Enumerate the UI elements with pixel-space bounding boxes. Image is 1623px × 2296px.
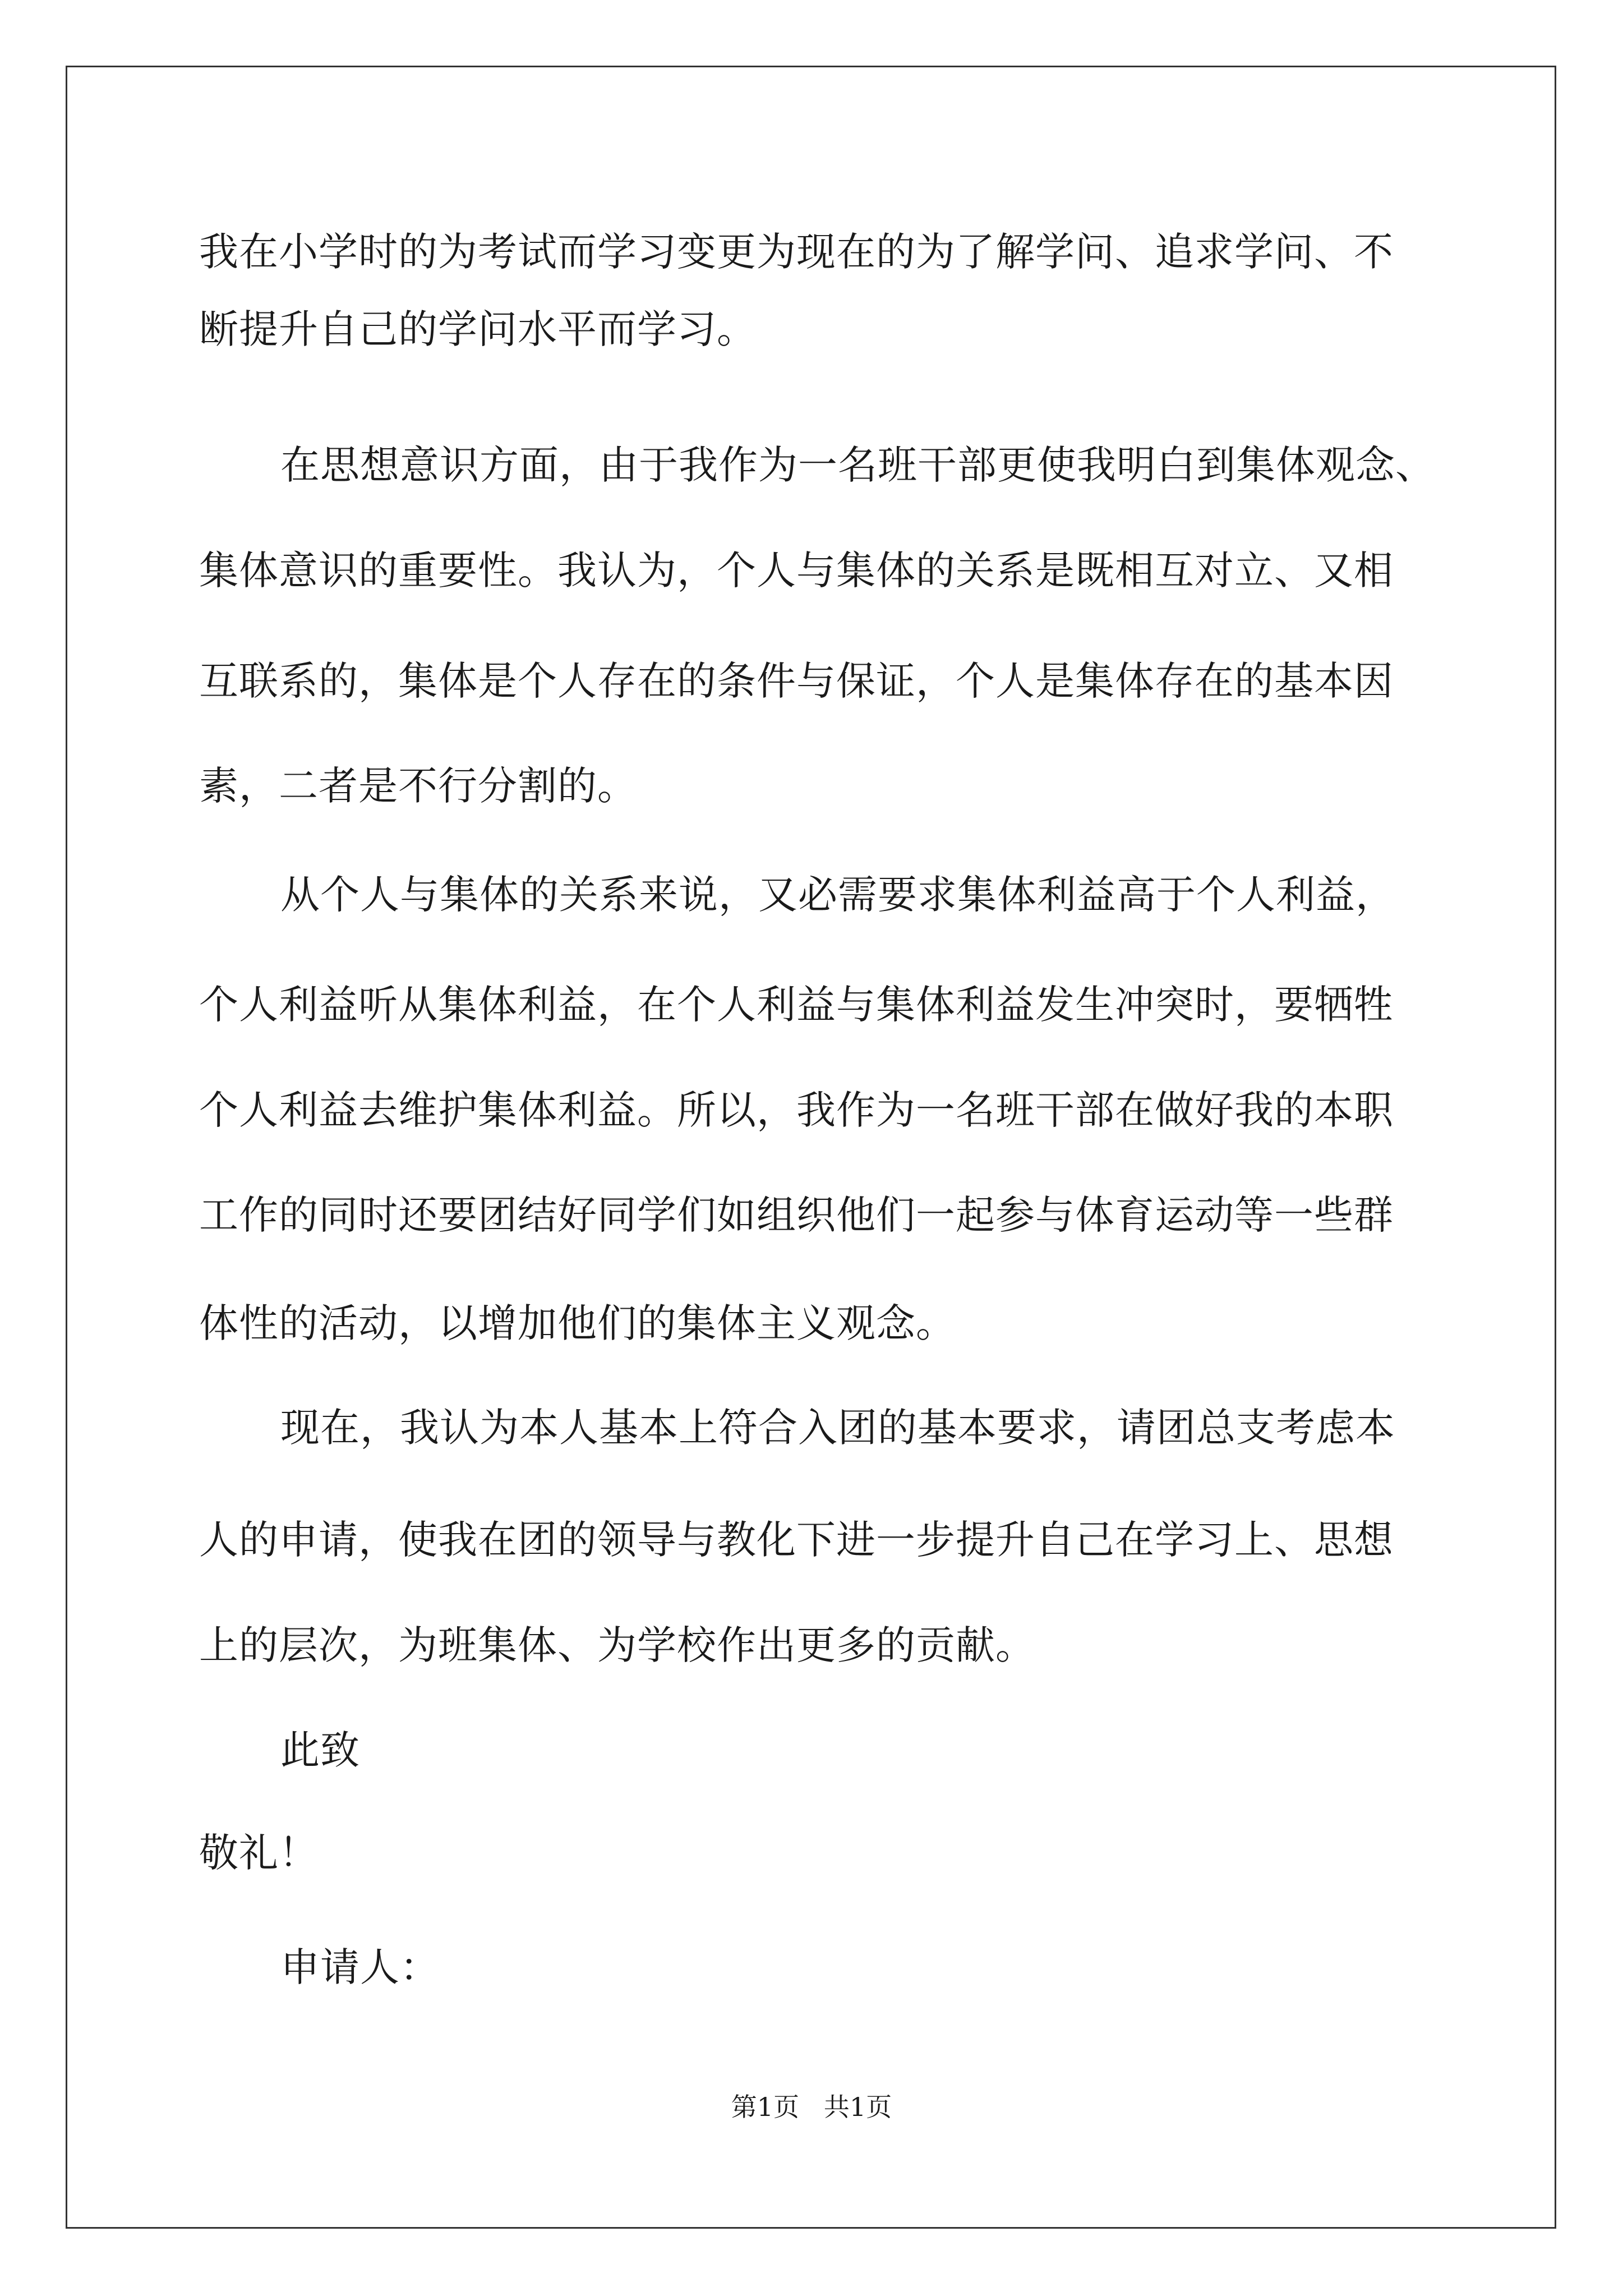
text-line: 在思想意识方面，由于我作为一名班干部更使我明白到集体观念、 xyxy=(280,442,1435,488)
text-line: 断提升自己的学问水平而学习。 xyxy=(199,306,757,352)
text-line: 现在，我认为本人基本上符合入团的基本要求，请团总支考虑本 xyxy=(280,1405,1395,1451)
text-line: 我在小学时的为考试而学习变更为现在的为了解学问、追求学问、不 xyxy=(199,229,1394,275)
salutation-line: 敬礼！ xyxy=(199,1830,319,1876)
text-line: 人的申请，使我在团的领导与教化下进一步提升自己在学习上、思想 xyxy=(199,1517,1394,1563)
page-border xyxy=(66,66,1556,2229)
text-line: 素，二者是不行分割的。 xyxy=(199,763,637,809)
closing-line: 此致 xyxy=(280,1727,360,1773)
text-line: 工作的同时还要团结好同学们如组织他们一起参与体育运动等一些群 xyxy=(199,1192,1394,1238)
page-number: 第1页 共1页 xyxy=(731,2092,892,2122)
text-line: 集体意识的重要性。我认为，个人与集体的关系是既相互对立、又相 xyxy=(199,547,1394,593)
text-line: 个人利益去维护集体利益。所以，我作为一名班干部在做好我的本职 xyxy=(199,1087,1394,1133)
text-line: 从个人与集体的关系来说，又必需要求集体利益高于个人利益， xyxy=(280,872,1395,918)
applicant-label: 申请人： xyxy=(280,1944,440,1990)
text-line: 体性的活动，以增加他们的集体主义观念。 xyxy=(199,1300,956,1346)
text-line: 上的层次，为班集体、为学校作出更多的贡献。 xyxy=(199,1622,1035,1668)
text-line: 互联系的，集体是个人存在的条件与保证，个人是集体存在的基本因 xyxy=(199,658,1394,704)
text-line: 个人利益听从集体利益，在个人利益与集体利益发生冲突时，要牺牲 xyxy=(199,982,1394,1028)
